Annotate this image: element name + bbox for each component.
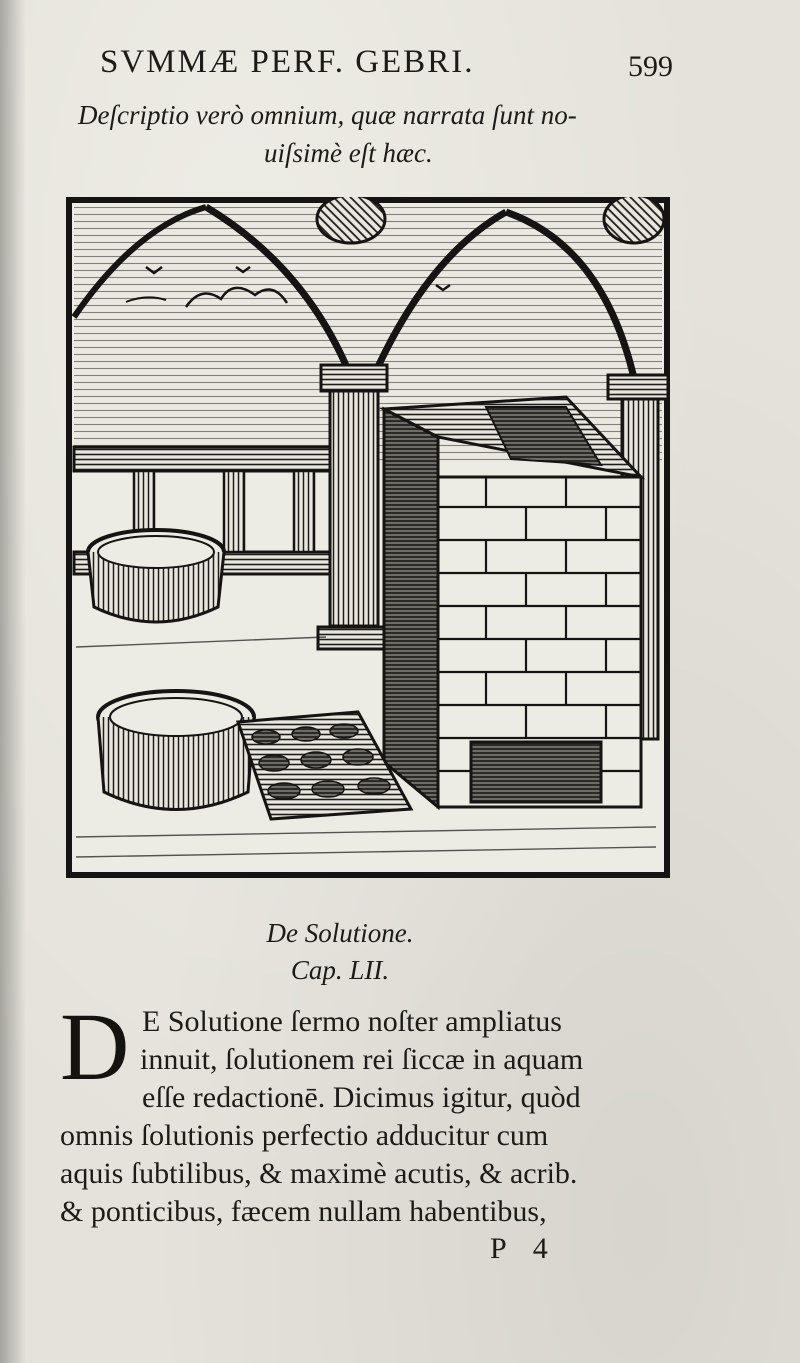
running-head: SVMMÆ PERF. GEBRI. <box>100 44 475 80</box>
intro-line: Deſcriptio verò omnium, quæ narrata ſunt no- <box>78 100 577 130</box>
page-number: 599 <box>628 50 673 83</box>
page-header <box>100 44 700 86</box>
chapter-title: De Solutione. <box>266 918 414 948</box>
text-line: E Solutione ſermo noſter ampliatus <box>142 1005 562 1038</box>
gutter-shadow <box>0 0 26 1363</box>
signature-number: 4 <box>532 1232 548 1265</box>
figure-intro <box>78 96 678 172</box>
text-line: aquis ſubtilibus, & maximè acutis, & acrib. <box>60 1157 578 1190</box>
text-line: & ponticibus, fæcem nullam habentibus, <box>60 1195 547 1228</box>
woodcut-illustration <box>66 197 670 878</box>
text-line: eſſe redactionē. Dicimus igitur, quòd <box>142 1081 581 1114</box>
text-line: innuit, ſolutionem rei ſiccæ in aquam <box>140 1043 584 1076</box>
signature-letter: P <box>490 1232 507 1265</box>
signature-mark <box>490 1232 548 1266</box>
intro-line: uiſsimè eſt hæc. <box>264 138 433 168</box>
chapter-number: Cap. LII. <box>290 955 390 985</box>
drop-cap: D <box>60 993 130 1100</box>
text-line: omnis ſolutionis perfectio adducitur cum <box>60 1119 549 1152</box>
